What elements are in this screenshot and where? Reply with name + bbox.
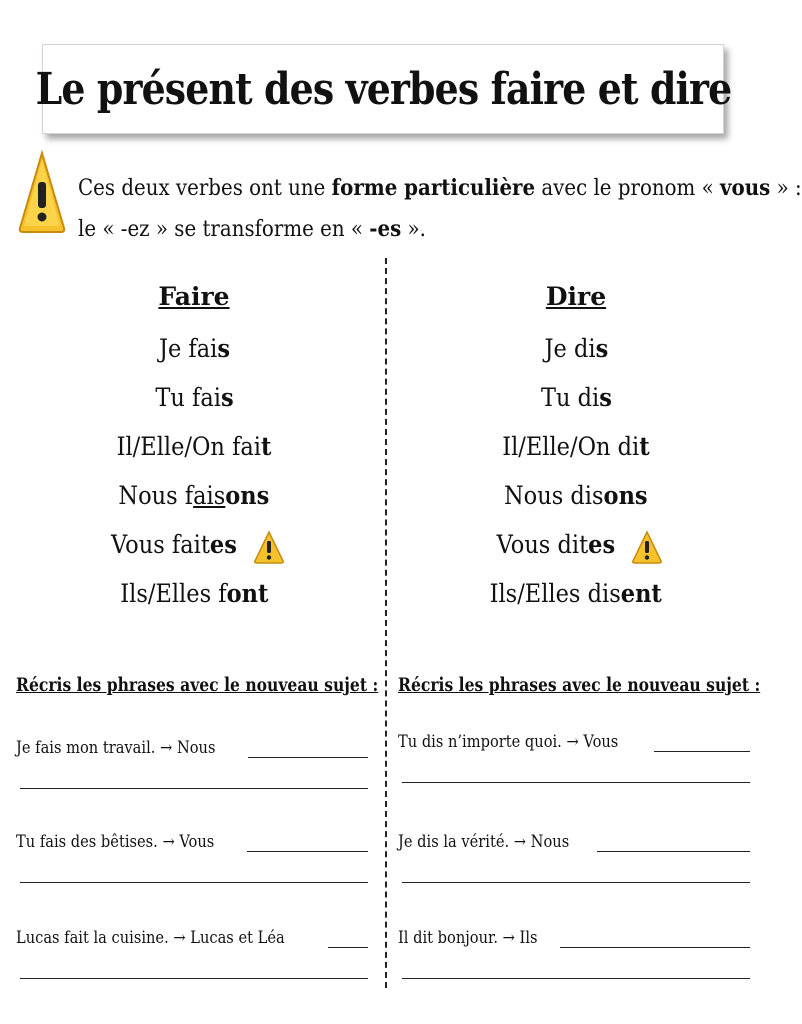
dire-row-nous: Nous disons	[504, 481, 648, 510]
intro-text	[78, 168, 802, 250]
page-title: Le présent des verbes faire et dire	[35, 63, 731, 115]
faire-row-ils: Ils/Elles font	[119, 579, 269, 608]
dire-conjugation	[396, 276, 756, 618]
answer-line[interactable]	[402, 852, 750, 883]
intro-line-1: Ces deux verbes ont une forme particulière avec le pronom « vous » :	[78, 175, 802, 201]
exercise-faire	[16, 670, 379, 948]
exercise-item	[398, 922, 750, 979]
exercise-dire	[398, 670, 761, 948]
answer-blank[interactable]	[247, 831, 368, 852]
dire-row-ils: Ils/Elles disent	[489, 579, 663, 608]
exercise-heading: Récris les phrases avec le nouveau sujet :	[398, 674, 761, 696]
answer-line[interactable]	[20, 758, 368, 789]
answer-line[interactable]	[402, 752, 750, 783]
answer-blank[interactable]	[654, 731, 750, 752]
dire-row-tu: Tu dis	[540, 383, 612, 412]
exercise-item	[16, 922, 368, 979]
answer-blank[interactable]	[248, 737, 368, 758]
dire-row-il: Il/Elle/On dit	[502, 432, 650, 461]
faire-row-nous: Nous faisons	[118, 481, 270, 510]
dire-row-je: Je dis	[544, 334, 608, 363]
answer-blank[interactable]	[560, 927, 750, 948]
exercise-item	[398, 726, 750, 783]
exercise-prompt: Tu dis n’importe quoi. → Vous	[398, 732, 619, 752]
warning-icon	[254, 530, 284, 564]
exercise-prompt: Je dis la vérité. → Nous	[398, 832, 570, 852]
answer-blank[interactable]	[328, 927, 368, 948]
faire-conjugation	[14, 276, 374, 618]
exercise-prompt: Lucas fait la cuisine. → Lucas et Léa	[16, 928, 285, 948]
exercise-item	[16, 826, 368, 883]
answer-line[interactable]	[20, 852, 368, 883]
faire-heading: Faire	[158, 282, 230, 311]
faire-row-je: Je fais	[158, 334, 230, 363]
exercise-heading: Récris les phrases avec le nouveau sujet :	[16, 674, 379, 696]
exercise-item	[16, 732, 368, 789]
faire-row-il: Il/Elle/On fait	[116, 432, 272, 461]
column-divider	[385, 258, 387, 988]
warning-icon	[632, 530, 662, 564]
warning-icon	[18, 150, 66, 234]
answer-line[interactable]	[20, 948, 368, 979]
dire-heading: Dire	[545, 282, 607, 311]
answer-blank[interactable]	[597, 831, 750, 852]
intro-line-2: le « -ez » se transforme en « -es ».	[78, 216, 426, 242]
faire-row-vous: Vous faites	[14, 520, 374, 569]
answer-line[interactable]	[402, 948, 750, 979]
exercise-prompt: Il dit bonjour. → Ils	[398, 928, 538, 948]
faire-row-tu: Tu fais	[154, 383, 234, 412]
exercise-item	[398, 826, 750, 883]
exercise-prompt: Tu fais des bêtises. → Vous	[16, 832, 215, 852]
title-box	[35, 44, 731, 134]
dire-row-vous: Vous dites	[396, 520, 756, 569]
exercise-prompt: Je fais mon travail. → Nous	[16, 738, 216, 758]
